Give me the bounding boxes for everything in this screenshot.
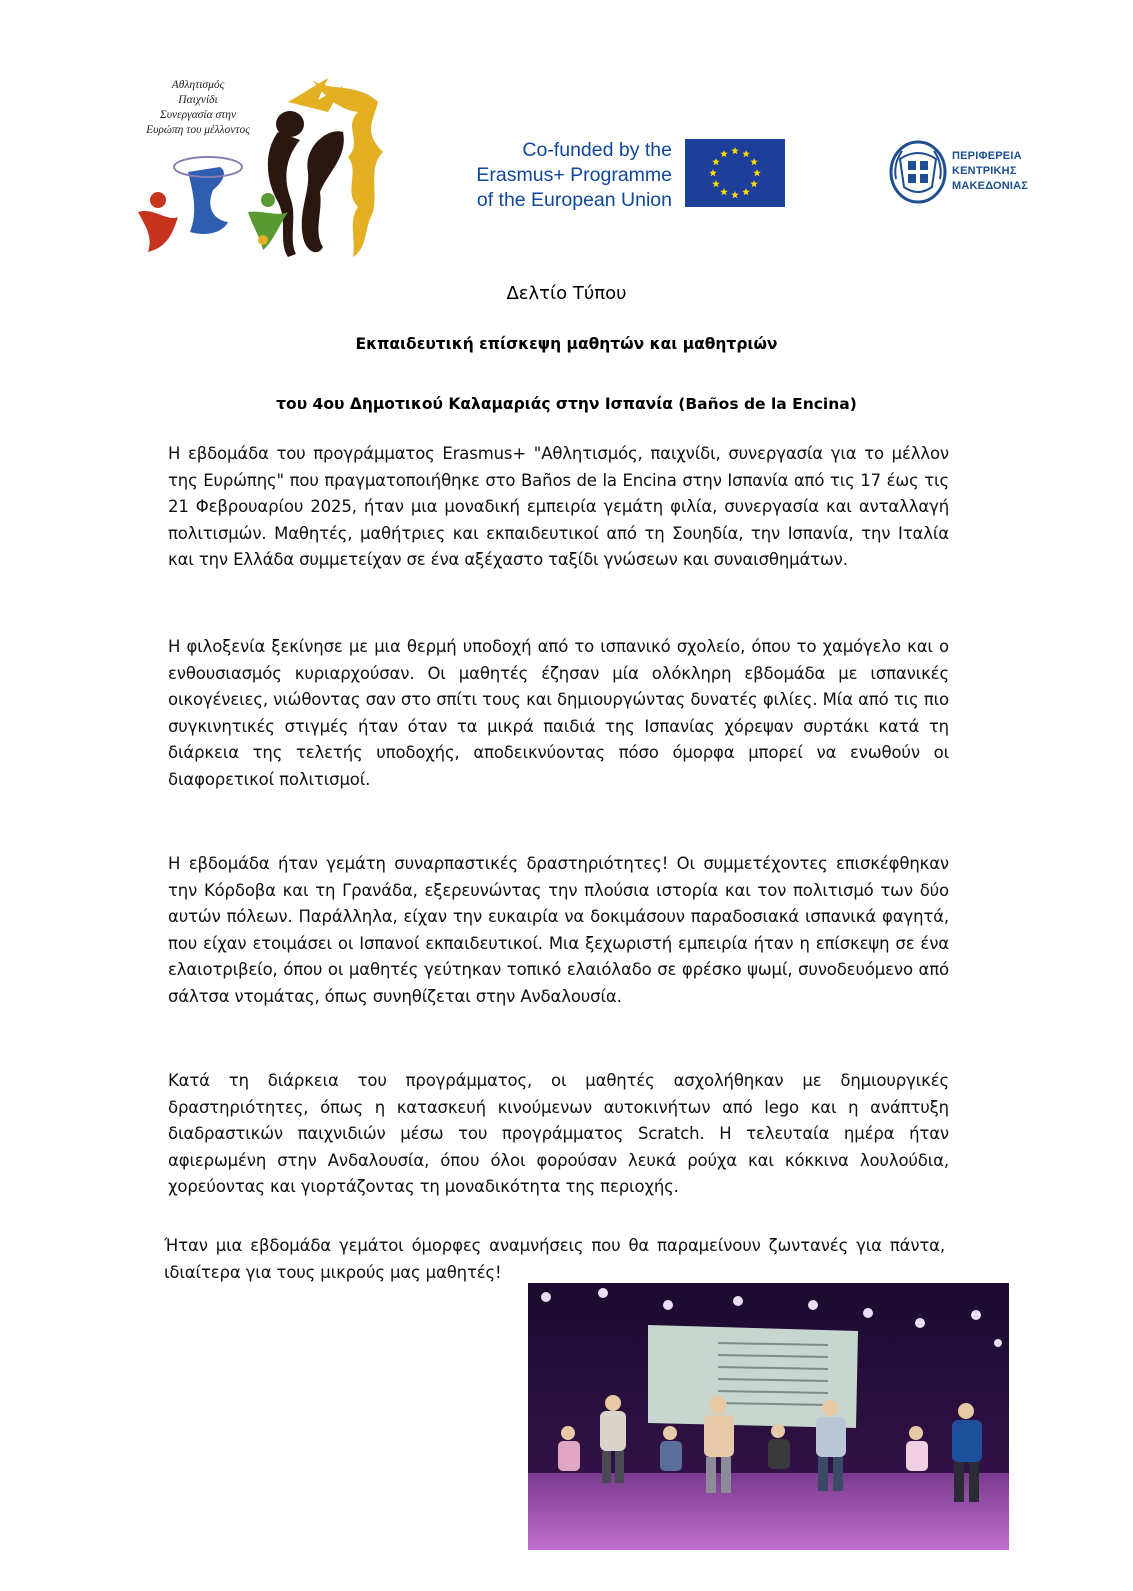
paragraph: Κατά τη διάρκεια του προγράμματος, οι μαθητές ασχολήθηκαν με δημιουργικές δραστηριότητες, όπως η κατασκευή κινούμενων αυτοκινήτων από lego και η ανάπτυξη διαδραστικών παιχνιδιών μέσω του προγράμματος Scratch. Η τελευταία ημέρα ήταν αφιερωμένη στην Ανδαλουσία, όπου όλοι φορούσαν λευκά ρούχα και κόκκινα λουλούδια, χορεύοντας και γιορτάζοντας τη μοναδικότητα της περιοχής.	[168, 1071, 949, 1196]
eu-line: Co-funded by the	[522, 139, 672, 161]
region-logo-text	[952, 149, 1028, 194]
project-logo-text	[128, 78, 268, 138]
paragraph: Η εβδομάδα ήταν γεμάτη συναρπαστικές δραστηριότητες! Οι συμμετέχοντες επισκέφθηκαν την Κόρδοβα και τη Γρανάδα, εξερευνώντας την πλούσια ιστορία και τον πολιτισμό των δύο αυτών πόλεων. Παράλληλα, είχαν την ευκαιρία να δοκιμάσουν παραδοσιακά ισπανικά φαγητά, που είχαν ετοιμάσει οι Ισπανοί εκπαιδευτικοί. Μια ξεχωριστή εμπειρία ήταν η επίσκεψη σε ένα ελαιοτριβείο, όπου οι μαθητές γεύτηκαν τοπικό ελαιόλαδο σε φρέσκο ψωμί, συνοδευόμενο από σάλτσα ντομάτας, όπως συνηθίζεται στην Ανδαλουσία.	[168, 854, 949, 1006]
stage-dance-photo	[528, 1283, 1009, 1550]
eu-line: of the European Union	[476, 189, 672, 211]
document-title: Δελτίο Τύπου	[506, 283, 627, 304]
eu-line: Erasmus+ Programme	[476, 164, 672, 186]
paragraph: Η φιλοξενία ξεκίνησε με μια θερμή υποδοχή από το ισπανικό σχολείο, όπου το χαμόγελο και ο ενθουσιασμός κυριαρχούσαν. Οι μαθητές έζησαν μία ολόκληρη εβδομάδα με ισπανικές οικογένειες, νιώθοντας σαν στο σπίτι τους και δημιουργώντας δυνατές φιλίες. Μία από τις πιο συγκινητικές στιγμές ήταν όταν τα μικρά παιδιά της Ισπανίας χόρεψαν συρτάκι κατά τη διάρκεια της τελετής υποδοχής, αποδεικνύοντας πόσο όμορφα μπορεί να ενωθούν οι διαφορετικοί πολιτισμοί.	[168, 637, 949, 789]
greek-emblem-icon	[888, 139, 948, 205]
logo-line: Συνεργασία στην	[159, 109, 237, 121]
project-logo	[128, 72, 393, 262]
photo-illustration	[528, 1283, 1009, 1550]
region-line: ΜΑΚΕΔΟΝΙΑΣ	[952, 180, 1029, 192]
region-line: ΚΕΝΤΡΙΚΗΣ	[952, 165, 1017, 177]
region-line: ΠΕΡΙΦΕΡΕΙΑ	[952, 150, 1022, 162]
subtitle-line-2: του 4ου Δημοτικού Καλαμαριάς στην Ισπανία (Baños de la Encina)	[276, 395, 857, 413]
eu-cofunding-text	[450, 138, 672, 213]
region-logo	[888, 139, 1058, 205]
eu-flag-stars	[685, 139, 785, 207]
logo-line: Ευρώπη του μέλλοντος	[146, 124, 250, 136]
logo-line: Αθλητισμός	[171, 79, 225, 91]
eu-flag-icon	[685, 139, 785, 207]
paragraph: Η εβδομάδα του προγράμματος Erasmus+ "Αθλητισμός, παιχνίδι, συνεργασία για το μέλλον της Ευρώπης" που πραγματοποιήθηκε στο Baños de la Encina στην Ισπανία από τις 17 έως τις 21 Φεβρουαρίου 2025, ήταν μια μοναδική εμπειρία γεμάτη φιλία, συνεργασία και ανταλλαγή πολιτισμών. Μαθητές, μαθήτριες και εκπαιδευτικοί από τη Σουηδία, την Ισπανία, την Ιταλία και την Ελλάδα συμμετείχαν σε ένα αξέχαστο ταξίδι γνώσεων και συναισθημάτων.	[168, 444, 949, 569]
subtitle-line-1: Εκπαιδευτική επίσκεψη μαθητών και μαθητριών	[355, 335, 778, 353]
paragraph-closing: Ήταν μια εβδομάδα γεμάτοι όμορφες αναμνήσεις που θα παραμείνουν ζωντανές για πάντα, ιδιαίτερα για τους μικρούς μας μαθητές!	[164, 1236, 945, 1282]
logo-line: Παιχνίδι	[178, 94, 218, 106]
